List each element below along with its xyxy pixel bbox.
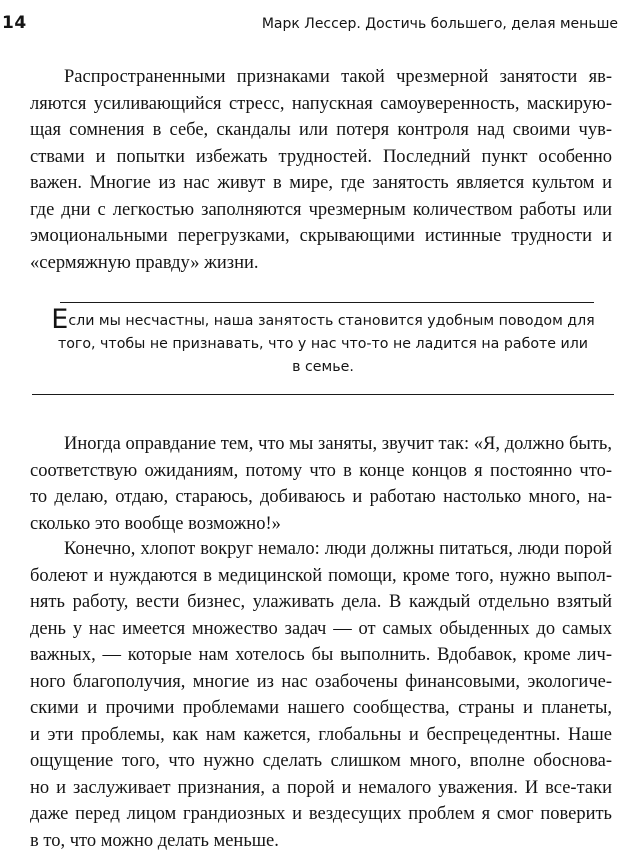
paragraph-line: болеют и нуждаются в медицинской помощи, кроме того, нужно выпол- [30,563,612,590]
pull-quote-line-1-text: сли мы несчастны, наша занятость становится удобным поводом для [68,313,594,329]
paragraph-2 [30,431,612,537]
paragraph-line: Конечно, хлопот вокруг немало: люди должны питаться, люди порой [30,536,612,563]
paragraph-1 [30,64,612,276]
paragraph-line: нять работу, вести бизнес, улаживать дела. В каждый отдельно взятый [30,589,612,616]
pull-quote-line: в семье. [32,356,614,379]
running-title: Марк Лессер. Достичь большего, делая меньше [262,15,618,33]
paragraph-3 [30,536,612,854]
pull-quote-line [32,310,614,333]
paragraph-line: щая сомнения в себе, скандалы или потеря контроля над своими чув- [30,117,612,144]
page-number: 14 [2,13,27,33]
paragraph-line: в то, что можно делать меньше. [30,828,612,854]
pull-quote-bottom-rule [32,394,614,395]
pull-quote [32,296,614,396]
paragraph-line: где дни с легкостью заполняются чрезмерным количеством работы или [30,197,612,224]
paragraph-line: даже перед лицом грандиозных и вездесущих проблем я смог поверить [30,801,612,828]
paragraph-line: сколько это вообще возможно!» [30,511,612,538]
paragraph-line: эмоциональными перегрузками, скрывающими истинные трудности и [30,223,612,250]
paragraph-line: важных, — которые нам хотелось бы выполнить. Вдобавок, кроме лич- [30,642,612,669]
paragraph-line: «сермяжную правду» жизни. [30,250,612,277]
paragraph-line: Распространенными признаками такой чрезмерной занятости яв- [30,64,612,91]
pull-quote-text [32,310,614,379]
paragraph-line: ляются усиливающийся стресс, напускная самоуверенность, маскирую- [30,91,612,118]
paragraph-line: и эти проблемы, как нам кажется, глобальны и беспрецедентны. Наше [30,722,612,749]
paragraph-line: то делаю, отдаю, стараюсь, добиваюсь и работаю настолько много, на- [30,484,612,511]
paragraph-line: день у нас имеется множество задач — от самых обыденных до самых [30,616,612,643]
paragraph-line: но и заслуживает признания, а порой и немалого уважения. И все-таки [30,775,612,802]
page-header [0,6,620,46]
paragraph-line: скими и прочими проблемами нашего сообщества, страны и планеты, [30,695,612,722]
pull-quote-top-rule [60,302,594,303]
paragraph-line: соответствую ожиданиям, потому что в конце концов я постоянно что- [30,458,612,485]
paragraph-line: ощущение того, что нужно сделать слишком много, вполне обоснова- [30,748,612,775]
paragraph-line: ного благополучия, многие из нас озабочены финансовыми, экологиче- [30,669,612,696]
paragraph-line: важен. Многие из нас живут в мире, где занятость является культом и [30,170,612,197]
paragraph-line: Иногда оправдание тем, что мы заняты, звучит так: «Я, должно быть, [30,431,612,458]
paragraph-line: ствами и попытки избежать трудностей. Последний пункт особенно [30,144,612,171]
pull-quote-drop-letter: Е [51,304,68,335]
pull-quote-line: того, чтобы не признавать, что у нас что-то не ладится на работе или [32,333,614,356]
